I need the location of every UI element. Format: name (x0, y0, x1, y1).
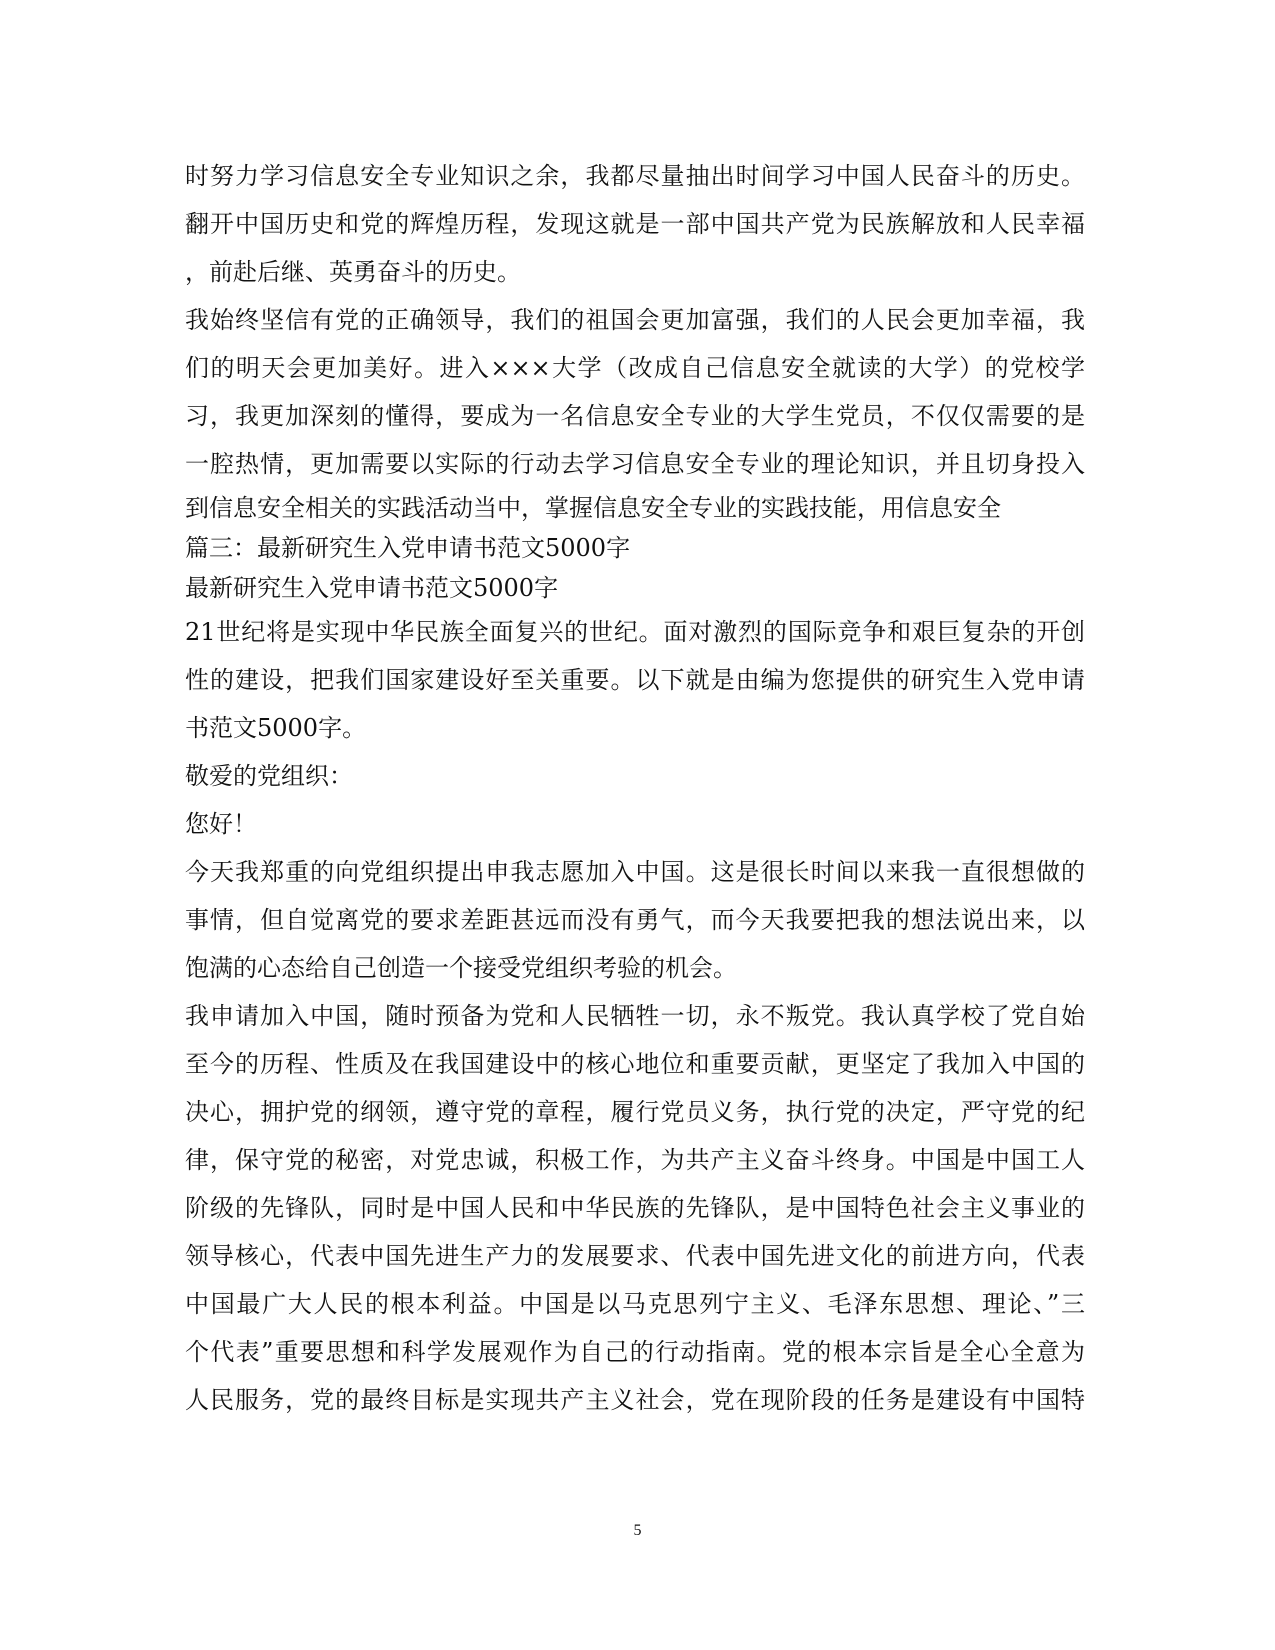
page-number: 5 (633, 1522, 642, 1539)
text-line: 篇三：最新研究生入党申请书范文5000字 (185, 534, 631, 562)
text-line: 时努力学习信息安全专业知识之余，我都尽量抽出时间学习中国人民奋斗的历史。 (185, 162, 1085, 190)
text-line: 决心，拥护党的纲领，遵守党的章程，履行党员义务，执行党的决定，严守党的纪 (185, 1098, 1085, 1126)
text-line: 阶级的先锋队，同时是中国人民和中华民族的先锋队，是中国特色社会主义事业的 (185, 1194, 1085, 1222)
text-line: 事情，但自觉离党的要求差距甚远而没有勇气，而今天我要把我的想法说出来，以 (185, 906, 1085, 934)
text-line: 习，我更加深刻的懂得，要成为一名信息安全专业的大学生党员，不仅仅需要的是 (185, 402, 1085, 430)
text-line: 今天我郑重的向党组织提出申我志愿加入中国。这是很长时间以来我一直很想做的 (185, 858, 1085, 886)
text-line: 您好！ (185, 810, 257, 838)
text-line: 我申请加入中国，随时预备为党和人民牺牲一切，永不叛党。我认真学校了党自始 (185, 1002, 1085, 1030)
text-line: 人民服务，党的最终目标是实现共产主义社会，党在现阶段的任务是建设有中国特 (185, 1386, 1085, 1414)
document-body (185, 152, 1085, 1424)
text-line: 律，保守党的秘密，对党忠诚，积极工作，为共产主义奋斗终身。中国是中国工人 (185, 1146, 1085, 1174)
text-line: 我始终坚信有党的正确领导，我们的祖国会更加富强，我们的人民会更加幸福，我 (185, 306, 1085, 334)
text-line: 翻开中国历史和党的辉煌历程，发现这就是一部中国共产党为民族解放和人民幸福 (185, 210, 1085, 238)
text-line: 饱满的心态给自己创造一个接受党组织考验的机会。 (185, 954, 737, 982)
text-line: ，前赴后继、英勇奋斗的历史。 (185, 258, 521, 286)
text-line: 个代表”重要思想和科学发展观作为自己的行动指南。党的根本宗旨是全心全意为 (185, 1338, 1085, 1366)
text-line: 性的建设，把我们国家建设好至关重要。以下就是由编为您提供的研究生入党申请 (185, 666, 1085, 694)
text-line: 最新研究生入党申请书范文5000字 (185, 574, 559, 602)
text-line: 们的明天会更加美好。进入×××大学（改成自己信息安全就读的大学）的党校学 (185, 354, 1085, 382)
text-line: 领导核心，代表中国先进生产力的发展要求、代表中国先进文化的前进方向，代表 (185, 1242, 1085, 1270)
text-line: 一腔热情，更加需要以实际的行动去学习信息安全专业的理论知识，并且切身投入 (185, 450, 1085, 478)
text-line: 至今的历程、性质及在我国建设中的核心地位和重要贡献，更坚定了我加入中国的 (185, 1050, 1085, 1078)
text-line: 中国最广大人民的根本利益。中国是以马克思列宁主义、毛泽东思想、理论、”三 (185, 1290, 1085, 1318)
text-line: 敬爱的党组织： (185, 762, 353, 790)
text-line: 书范文5000字。 (185, 714, 367, 742)
text-line: 21世纪将是实现中华民族全面复兴的世纪。面对激烈的国际竞争和艰巨复杂的开创 (185, 618, 1085, 646)
text-line: 到信息安全相关的实践活动当中，掌握信息安全专业的实践技能，用信息安全 (185, 494, 1001, 522)
